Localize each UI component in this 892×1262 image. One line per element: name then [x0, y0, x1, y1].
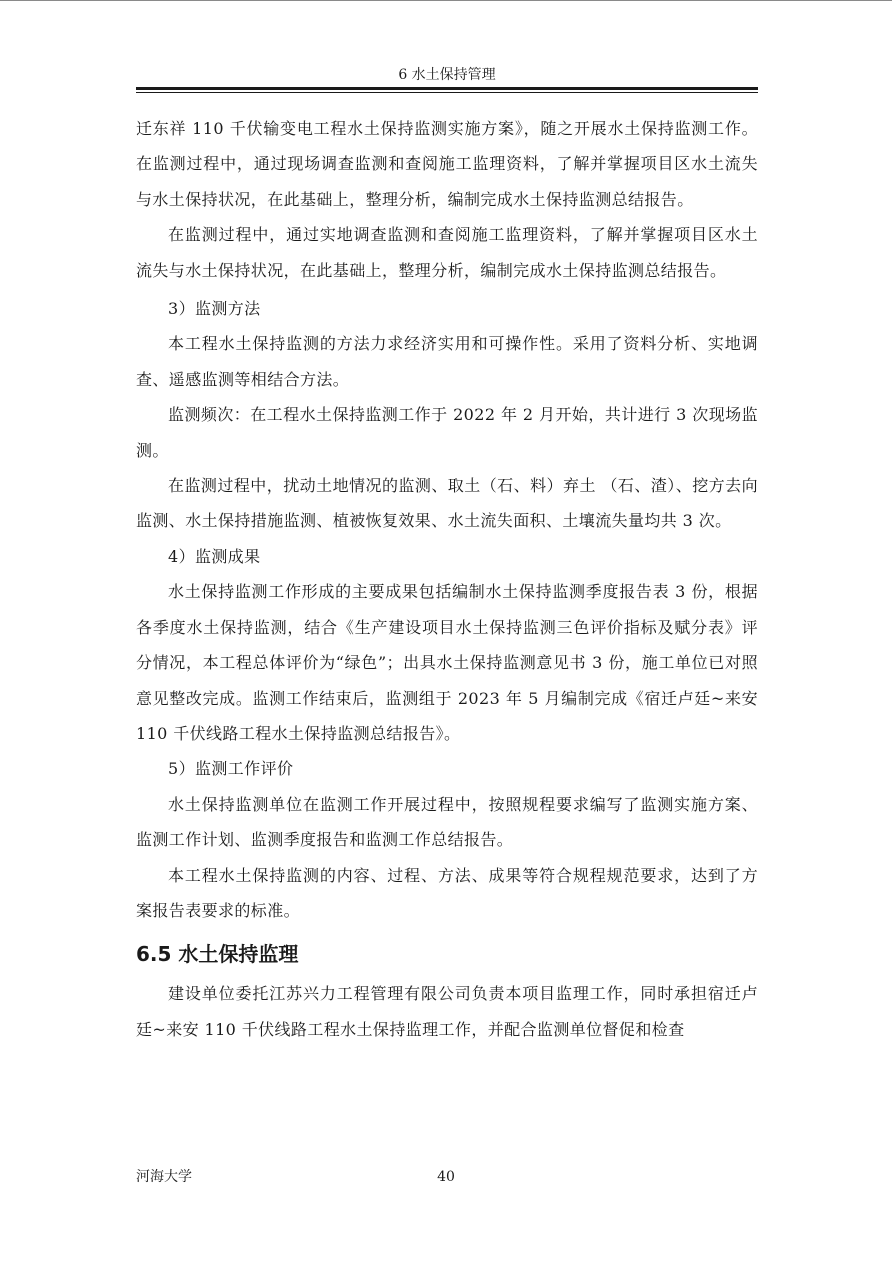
paragraph: 建设单位委托江苏兴力工程管理有限公司负责本项目监理工作，同时承担宿迁卢廷~来安 110 千伏线路工程水土保持监理工作，并配合监测单位督促和检查: [136, 984, 758, 1039]
paragraph: 监测频次：在工程水土保持监测工作于 2022 年 2 月开始，共计进行 3 次现场监测。: [136, 405, 758, 460]
header-rule-thick: [136, 87, 758, 90]
paragraph: 本工程水土保持监测的内容、过程、方法、成果等符合规程规范要求，达到了方案报告表要求的标准。: [136, 865, 758, 920]
paragraph: 在监测过程中，扰动土地情况的监测、取土（石、料）弃土 （石、渣）、挖方去向监测、水土保持措施监测、植被恢复效果、水土流失面积、土壤流失量均共 3 次。: [136, 476, 758, 531]
paragraph-continued: 迁东祥 110 千伏输变电工程水土保持监测实施方案》，随之开展水土保持监测工作。在监测过程中，通过现场调查监测和查阅施工监理资料，了解并掌握项目区水土流失与水土保持状况，在此基础上，整理分析，编制完成水土保持监测总结报告。: [136, 119, 758, 209]
subheading-results: 4）监测成果: [168, 546, 261, 566]
footer-institution: 河海大学: [136, 1169, 192, 1185]
page-top-border: [0, 0, 892, 1]
paragraph: 在监测过程中，通过实地调查监测和查阅施工监理资料，了解并掌握项目区水土流失与水土保持状况，在此基础上，整理分析，编制完成水土保持监测总结报告。: [136, 225, 758, 280]
section-heading: 6.5 水土保持监理: [136, 942, 299, 967]
subheading-methods: 3）监测方法: [168, 299, 261, 319]
running-header: 6 水土保持管理: [398, 67, 496, 83]
paragraph: 水土保持监测工作形成的主要成果包括编制水土保持监测季度报告表 3 份，根据各季度水土保持监测，结合《生产建设项目水土保持监测三色评价指标及赋分表》评分情况，本工程总体评价为“绿色”；出具水土保持监测意见书 3 份，施工单位已对照意见整改完成。监测工作结束后，监测组于 2023 年 5 月编制完成《宿迁卢廷~来安 110 千伏线路工程水土保持监测总结报告》。: [136, 582, 758, 743]
paragraph: 水土保持监测单位在监测工作开展过程中，按照规程要求编写了监测实施方案、监测工作计划、监测季度报告和监测工作总结报告。: [136, 794, 758, 850]
header-rule-thin: [136, 92, 758, 93]
paragraph: 本工程水土保持监测的方法力求经济实用和可操作性。采用了资料分析、实地调查、遥感监测等相结合方法。: [136, 334, 758, 389]
page-body: [136, 111, 758, 1047]
page-number: 40: [437, 1169, 455, 1185]
subheading-evaluation: 5）监测工作评价: [168, 759, 294, 779]
